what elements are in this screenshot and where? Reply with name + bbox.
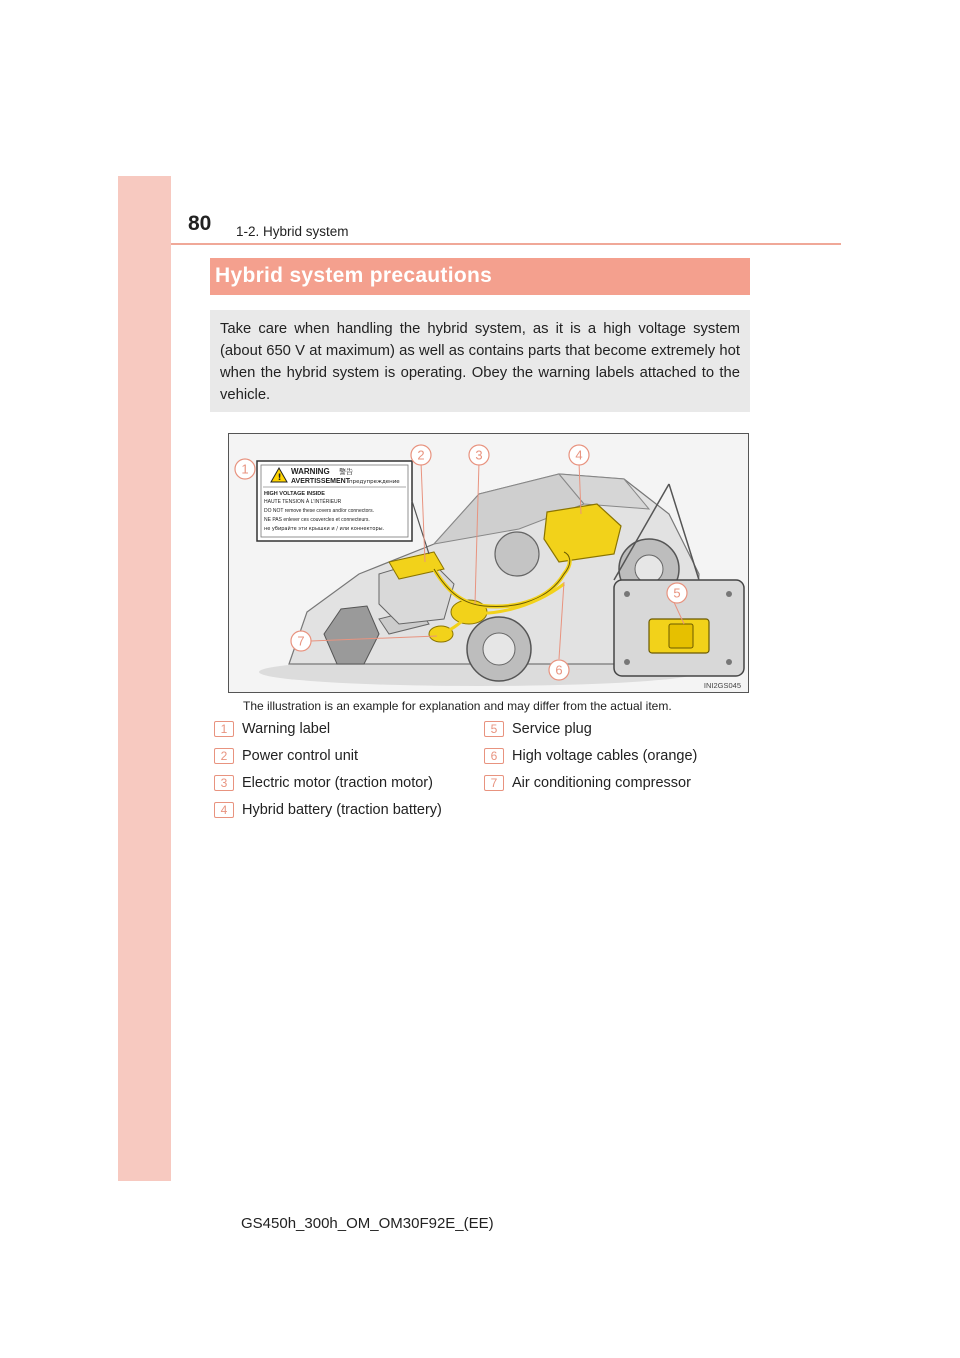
warning-heading2: AVERTISSEMENT	[291, 478, 350, 485]
legend-number-badge: 5	[484, 721, 504, 737]
figure-caption: The illustration is an example for explanation and may differ from the actual item.	[243, 699, 672, 713]
svg-text:2: 2	[417, 447, 425, 463]
warning-line2: HAUTE TENSION À L'INTÉRIEUR	[264, 499, 342, 505]
inset-screw	[624, 659, 630, 665]
callout-5	[667, 583, 687, 603]
warning-line3: DO NOT remove these covers and/or connectors.	[264, 508, 374, 514]
callout-3	[469, 445, 489, 465]
figure-code: INI2GS045	[703, 681, 741, 690]
section-title: Hybrid system precautions	[215, 264, 493, 287]
legend-label: Hybrid battery (traction battery)	[242, 802, 442, 818]
callout-6	[549, 660, 569, 680]
warning-heading1: WARNING	[291, 467, 330, 476]
front-wheel-hub	[483, 633, 515, 665]
callout-4	[569, 445, 589, 465]
legend-item	[214, 773, 433, 793]
svg-text:4: 4	[575, 447, 583, 463]
legend-label: Electric motor (traction motor)	[242, 775, 433, 791]
callout-1	[235, 459, 255, 479]
legend-label: Air conditioning compressor	[512, 775, 691, 791]
warning-line5: не убирайте эти крышки и / или коннекторы.	[264, 526, 385, 532]
warning-heading1-jp: 警告	[339, 468, 353, 476]
legend-item	[484, 719, 592, 739]
rear-wheel-hub	[635, 555, 663, 583]
svg-text:3: 3	[475, 447, 483, 463]
header-rule	[171, 243, 841, 245]
warning-exclamation: !	[277, 473, 282, 483]
legend-number-badge: 4	[214, 802, 234, 818]
svg-text:1: 1	[241, 461, 249, 477]
legend-number-badge: 3	[214, 775, 234, 791]
legend-number-badge: 7	[484, 775, 504, 791]
legend-label: Power control unit	[242, 748, 359, 764]
page-number: 80	[188, 212, 212, 235]
warning-line4: NE PAS enlever ces couvercles et connecteurs.	[264, 517, 370, 523]
callout-7	[291, 631, 311, 651]
legend-label: Warning label	[242, 721, 331, 737]
legend-number-badge: 1	[214, 721, 234, 737]
legend-label: High voltage cables (orange)	[512, 748, 698, 764]
inset-screw	[624, 591, 630, 597]
inset-screw	[726, 591, 732, 597]
hybrid-system-illustration	[228, 433, 749, 693]
legend-number-badge: 6	[484, 748, 504, 764]
intro-text: Take care when handling the hybrid system, as it is a high voltage system (about 650 V at maximum) as well as contains parts that become extremely hot when the hybrid system is operating. Obey the warning labels attached to the vehicle.	[220, 321, 740, 403]
legend-number-badge: 2	[214, 748, 234, 764]
legend-item	[214, 746, 358, 766]
svg-text:6: 6	[555, 662, 563, 678]
footer-document-code: GS450h_300h_OM_OM30F92E_(EE)	[241, 1215, 494, 1232]
warning-heading2-ru: предупреждение	[349, 479, 400, 485]
service-plug-handle	[669, 624, 693, 648]
legend-item	[484, 773, 691, 793]
legend-item	[214, 800, 442, 820]
svg-text:7: 7	[297, 633, 305, 649]
car-diagram	[229, 434, 748, 692]
inset-screw	[726, 659, 732, 665]
header-section-title: 1-2. Hybrid system	[236, 224, 349, 239]
legend-item	[484, 746, 697, 766]
legend-label: Service plug	[512, 721, 592, 737]
svg-text:5: 5	[673, 585, 681, 601]
warning-line1: HIGH VOLTAGE INSIDE	[264, 491, 325, 497]
side-color-band	[118, 176, 171, 1181]
intro-box	[210, 310, 750, 412]
legend-item	[214, 719, 330, 739]
callout-2	[411, 445, 431, 465]
rear-wheel-left	[495, 532, 539, 576]
